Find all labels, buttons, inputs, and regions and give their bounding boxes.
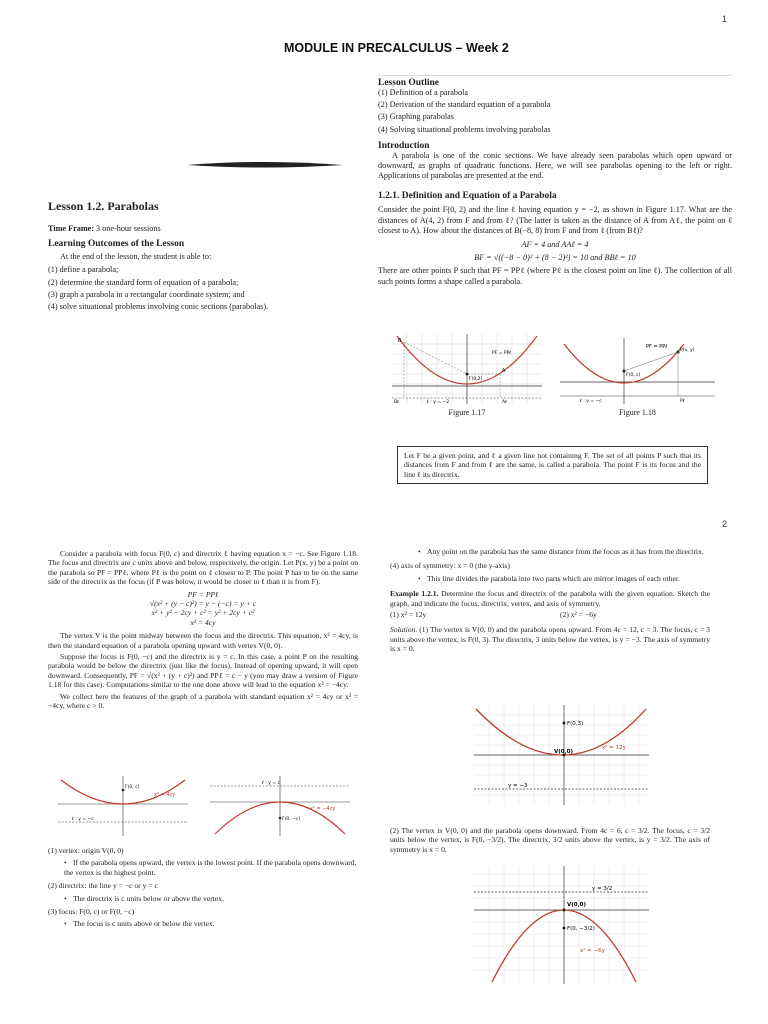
figure-label: ℓ : y = −c — [580, 399, 602, 404]
page2-right-column — [390, 547, 710, 654]
equation-af: AF = 4 and AAℓ = 4 — [521, 240, 589, 250]
lesson-block — [48, 199, 358, 314]
example-block — [390, 589, 710, 608]
graph-label: F(0,3) — [567, 721, 584, 727]
figure-label: F(0, c) — [626, 373, 641, 378]
figure-label: ℓ : y = −2 — [427, 400, 450, 404]
figure-parabola-down — [210, 776, 350, 836]
feature-note: • The focus is c units above or below the vertex. — [48, 919, 358, 928]
equation-bf: BF = √((−8 − 0)² + (8 − 2)²) = 10 and BBℓ = 10 — [474, 253, 636, 263]
figure-label: x² = −4cy — [310, 806, 336, 812]
list-item: (2) determine the standard form of equation of a parabola; — [48, 277, 239, 287]
figure-label: A — [502, 368, 506, 374]
derivation-line: x² + y² − 2cy + c² = y² + 2cy + c² — [151, 608, 255, 618]
paragraph: The vertex V is the point midway between the focus and the directrix. This equation, x² = 4cy, is then the standard equation of a parabola opening upward with vertex V(0, 0). — [48, 631, 358, 650]
figure-label: B — [398, 338, 402, 344]
figure-label: x² = 4cy — [154, 792, 176, 798]
figure-label: F(0,2) — [469, 377, 483, 382]
list-item: (3) graph a parabola in a rectangular coordinate system; and — [48, 289, 245, 299]
ornament-divider — [185, 160, 345, 170]
paragraph: Suppose the focus is F(0, −c) and the directrix is y = c. In this case, a point P on the resulting parabola would be below the directrix (just like the focus). Instead of opening upward, it will open downward. Consequently, PF = √(x² + (y + c)²) and PPℓ = c − y (you may draw a version of Figure 1.18 for this case). Computations similar to the one done above will lead to the equation x² = −4cy. — [48, 652, 358, 690]
solution-part-2: (2) The vertex is V(0, 0) and the parabola opens downward. From 4c = 6, c = 3/2. The focus, c = 3/2 units below the vertex, is F(0, −3/2). The directrix, 3/2 units above the vertex, is y = 3/2. The axis of symmetry is x = 0. — [390, 826, 710, 854]
intro-text: A parabola is one of the conic sections. We have already seen parabolas which open upward or downward, as graphs of quadratic functions. Here, we will see parabolas opening to the left or right. Applications of parabolas are presented at the end. — [378, 150, 732, 181]
section-heading: 1.2.1. Definition and Equation of a Parabola — [378, 191, 557, 202]
derivation-line: PF = PPℓ — [187, 589, 219, 599]
paragraph: We collect here the features of the graph of a parabola with standard equation x² = 4cy or x² = −4cy, where c > 0. — [48, 691, 358, 711]
example-part: (1) x² = 12y — [390, 610, 427, 620]
page-number: 2 — [722, 519, 728, 529]
graph-label: x² = 12y — [602, 745, 626, 751]
outline-list — [378, 88, 732, 135]
figure-parabola-up — [58, 776, 188, 836]
figure-1-17 — [392, 334, 542, 404]
figure-label: Pℓ — [680, 399, 685, 404]
page-number: 1 — [722, 14, 728, 24]
time-frame — [48, 224, 358, 234]
solution-block — [390, 625, 710, 653]
graph-label: y = −3 — [508, 783, 528, 789]
figure-label: P(x, y) — [680, 348, 695, 353]
list-item: (1) define a parabola; — [48, 265, 119, 275]
figure-label: F(0, c) — [125, 785, 140, 790]
features-list — [48, 846, 358, 929]
example-text: Determine the focus and directrix of the parabola with the given equation. Sketch the graph, and indicate the focus, directrix, vertex, and axis of symmetry. — [390, 589, 710, 608]
page2-left-column — [48, 549, 358, 711]
feature-note: • The directrix is c units below or above the vertex. — [48, 894, 358, 903]
list-item: (1) Definition of a parabola — [378, 88, 469, 97]
graph-label: F(0, −3/2) — [567, 926, 595, 932]
figure-caption: Figure 1.18 — [619, 408, 656, 417]
figure-label: ℓ : y = −c — [72, 817, 94, 822]
outcomes-heading: Learning Outcomes of the Lesson — [48, 239, 185, 250]
graph-label: y = 3/2 — [592, 886, 613, 892]
solution-label: Solution. — [390, 625, 418, 635]
intro-heading: Introduction — [378, 140, 430, 151]
graph-label: V(0,0) — [567, 902, 587, 908]
section-paragraph: Consider the point F(0, 2) and the line ℓ having equation y = −2, as shown in Figure 1.17. What are the distances of A(4, 2) from F and from ℓ? (The latter is taken as the distance of A from Aℓ, the point on ℓ closest to A). How about the distances of B(−8, 8) from F and from ℓ (from Bℓ)? — [378, 205, 732, 235]
outcomes-list — [48, 265, 358, 312]
section-paragraph: There are other points P such that PF = PPℓ (where Pℓ is the closest point on line ℓ). The collection of all such points forms a shape called a parabola. — [378, 266, 732, 286]
derivation-line: x² = 4cy — [190, 617, 216, 627]
figure-label: Aℓ — [502, 400, 507, 404]
time-frame-value: 3 one-hour sessions — [96, 224, 161, 233]
example-part: (2) x² = −6y — [560, 610, 597, 620]
solution-text: (1) The vertex is V(0, 0) and the parabola opens upward. From 4c = 12, c = 3. The focus, c = 3 units above the vertex, is F(0, 3). The directrix, 3 units below the vertex, is y = −3. The axis of symmetry is x = 0. — [390, 625, 710, 654]
feature-item: (2) directrix: the line y = −c or y = c — [48, 881, 158, 891]
figure-1-18 — [560, 338, 715, 404]
feature-item: (1) vertex: origin V(0, 0) — [48, 846, 124, 855]
graph-label: x² = −6y — [580, 948, 605, 954]
figure-label: ℓ : y = c — [262, 781, 281, 786]
figure-label: PF = PPℓ — [646, 344, 668, 350]
graph-label: V(0,0) — [554, 749, 574, 755]
page-title: MODULE IN PRECALCULUS – Week 2 — [284, 41, 509, 55]
list-item: (4) Solving situational problems involving parabolas — [378, 124, 551, 134]
right-column — [378, 75, 732, 287]
feature-note: • If the parabola opens upward, the vertex is the lowest point. If the parabola opens downward, the vertex is the highest point. — [48, 858, 358, 877]
list-item: (4) solve situational problems involving conic sections (parabolas). — [48, 302, 269, 312]
derivation-line: √(x² + (y − c)²) = y − (−c) = y + c — [149, 599, 257, 609]
graph-x2-12y — [474, 705, 649, 805]
feature-note: • This line divides the parabola into two parts which are mirror images of each other. — [390, 574, 710, 583]
figure-caption: Figure 1.17 — [448, 408, 486, 417]
definition-box: Let F be a given point, and ℓ a given line not containing F. The set of all points P such that its distances from F and from ℓ are the same, is called a parabola. The point F is its focus and the line ℓ its directrix. — [397, 446, 708, 484]
graph-x2-neg6y — [474, 866, 649, 984]
outline-heading: Lesson Outline — [378, 78, 439, 88]
figure-label: Bℓ — [394, 400, 399, 404]
example-parts — [390, 610, 710, 619]
feature-note: • Any point on the parabola has the same distance from the focus as it has from the directrix. — [390, 547, 710, 556]
feature-item: (3) focus: F(0, c) or F(0, −c) — [48, 907, 135, 917]
paragraph: Consider a parabola with focus F(0, c) and directrix ℓ having equation x = −c. See Figure 1.18. The focus and directrix are c units above and below, respectively, the origin. Let P(x, y) be a point on the parabola so PF = PPℓ, where Pℓ is the point on ℓ closest to P. The point P has to be on the same side of the directrix as the focus (if P was below, it would be closer to ℓ than it is from F). — [48, 549, 358, 587]
figure-label: PF = PPℓ — [492, 351, 512, 356]
outcomes-intro: At the end of the lesson, the student is able to: — [60, 252, 212, 262]
list-item: (2) Derivation of the standard equation of a parabola — [378, 100, 551, 110]
example-label: Example 1.2.1. — [390, 589, 439, 599]
feature-item: (4) axis of symmetry: x = 0 (the y-axis) — [390, 561, 510, 571]
time-frame-label: Time Frame: — [48, 224, 94, 233]
list-item: (3) Graphing parabolas — [378, 112, 454, 122]
lesson-title: Lesson 1.2. Parabolas — [48, 199, 159, 213]
figure-label: F(0, −c) — [282, 817, 301, 822]
